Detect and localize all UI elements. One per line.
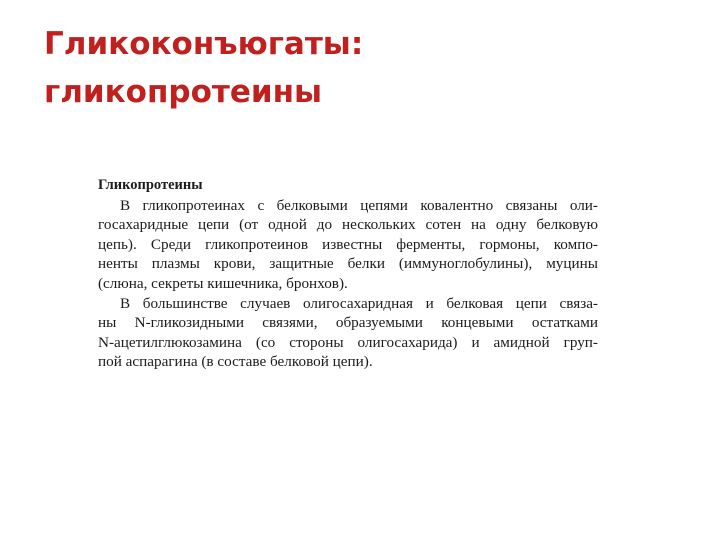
excerpt-line-7: ны N-гликозидными связями, образуемыми концевыми остатками: [98, 314, 598, 332]
excerpt-line-3: цепь). Среди гликопротеинов известны ферменты, гормоны, компо-: [98, 235, 598, 253]
slide-title-line-1: Гликоконъюгаты:: [44, 26, 364, 62]
excerpt-line-9: пой аспарагина (в составе белковой цепи).: [98, 353, 373, 371]
excerpt-line-4: ненты плазмы крови, защитные белки (иммуноглобулины), муцины: [98, 255, 598, 273]
excerpt-line-2: госахаридные цепи (от одной до нескольких сотен на одну белковую: [98, 216, 598, 234]
slide-title: [44, 20, 684, 116]
excerpt-line-1: В гликопротеинах с белковыми цепями ковалентно связаны оли-: [120, 196, 598, 214]
excerpt-line-6: В большинстве случаев олигосахаридная и белковая цепи связа-: [120, 294, 598, 312]
excerpt-heading: Гликопротеины: [98, 177, 203, 193]
excerpt-line-8: N-ацетилглюкозамина (со стороны олигосахарида) и амидной груп-: [98, 333, 598, 351]
excerpt-line-5: (слюна, секреты кишечника, бронхов).: [98, 274, 348, 292]
scanned-text-excerpt: [98, 176, 598, 372]
slide-title-line-2: гликопротеины: [44, 74, 323, 110]
